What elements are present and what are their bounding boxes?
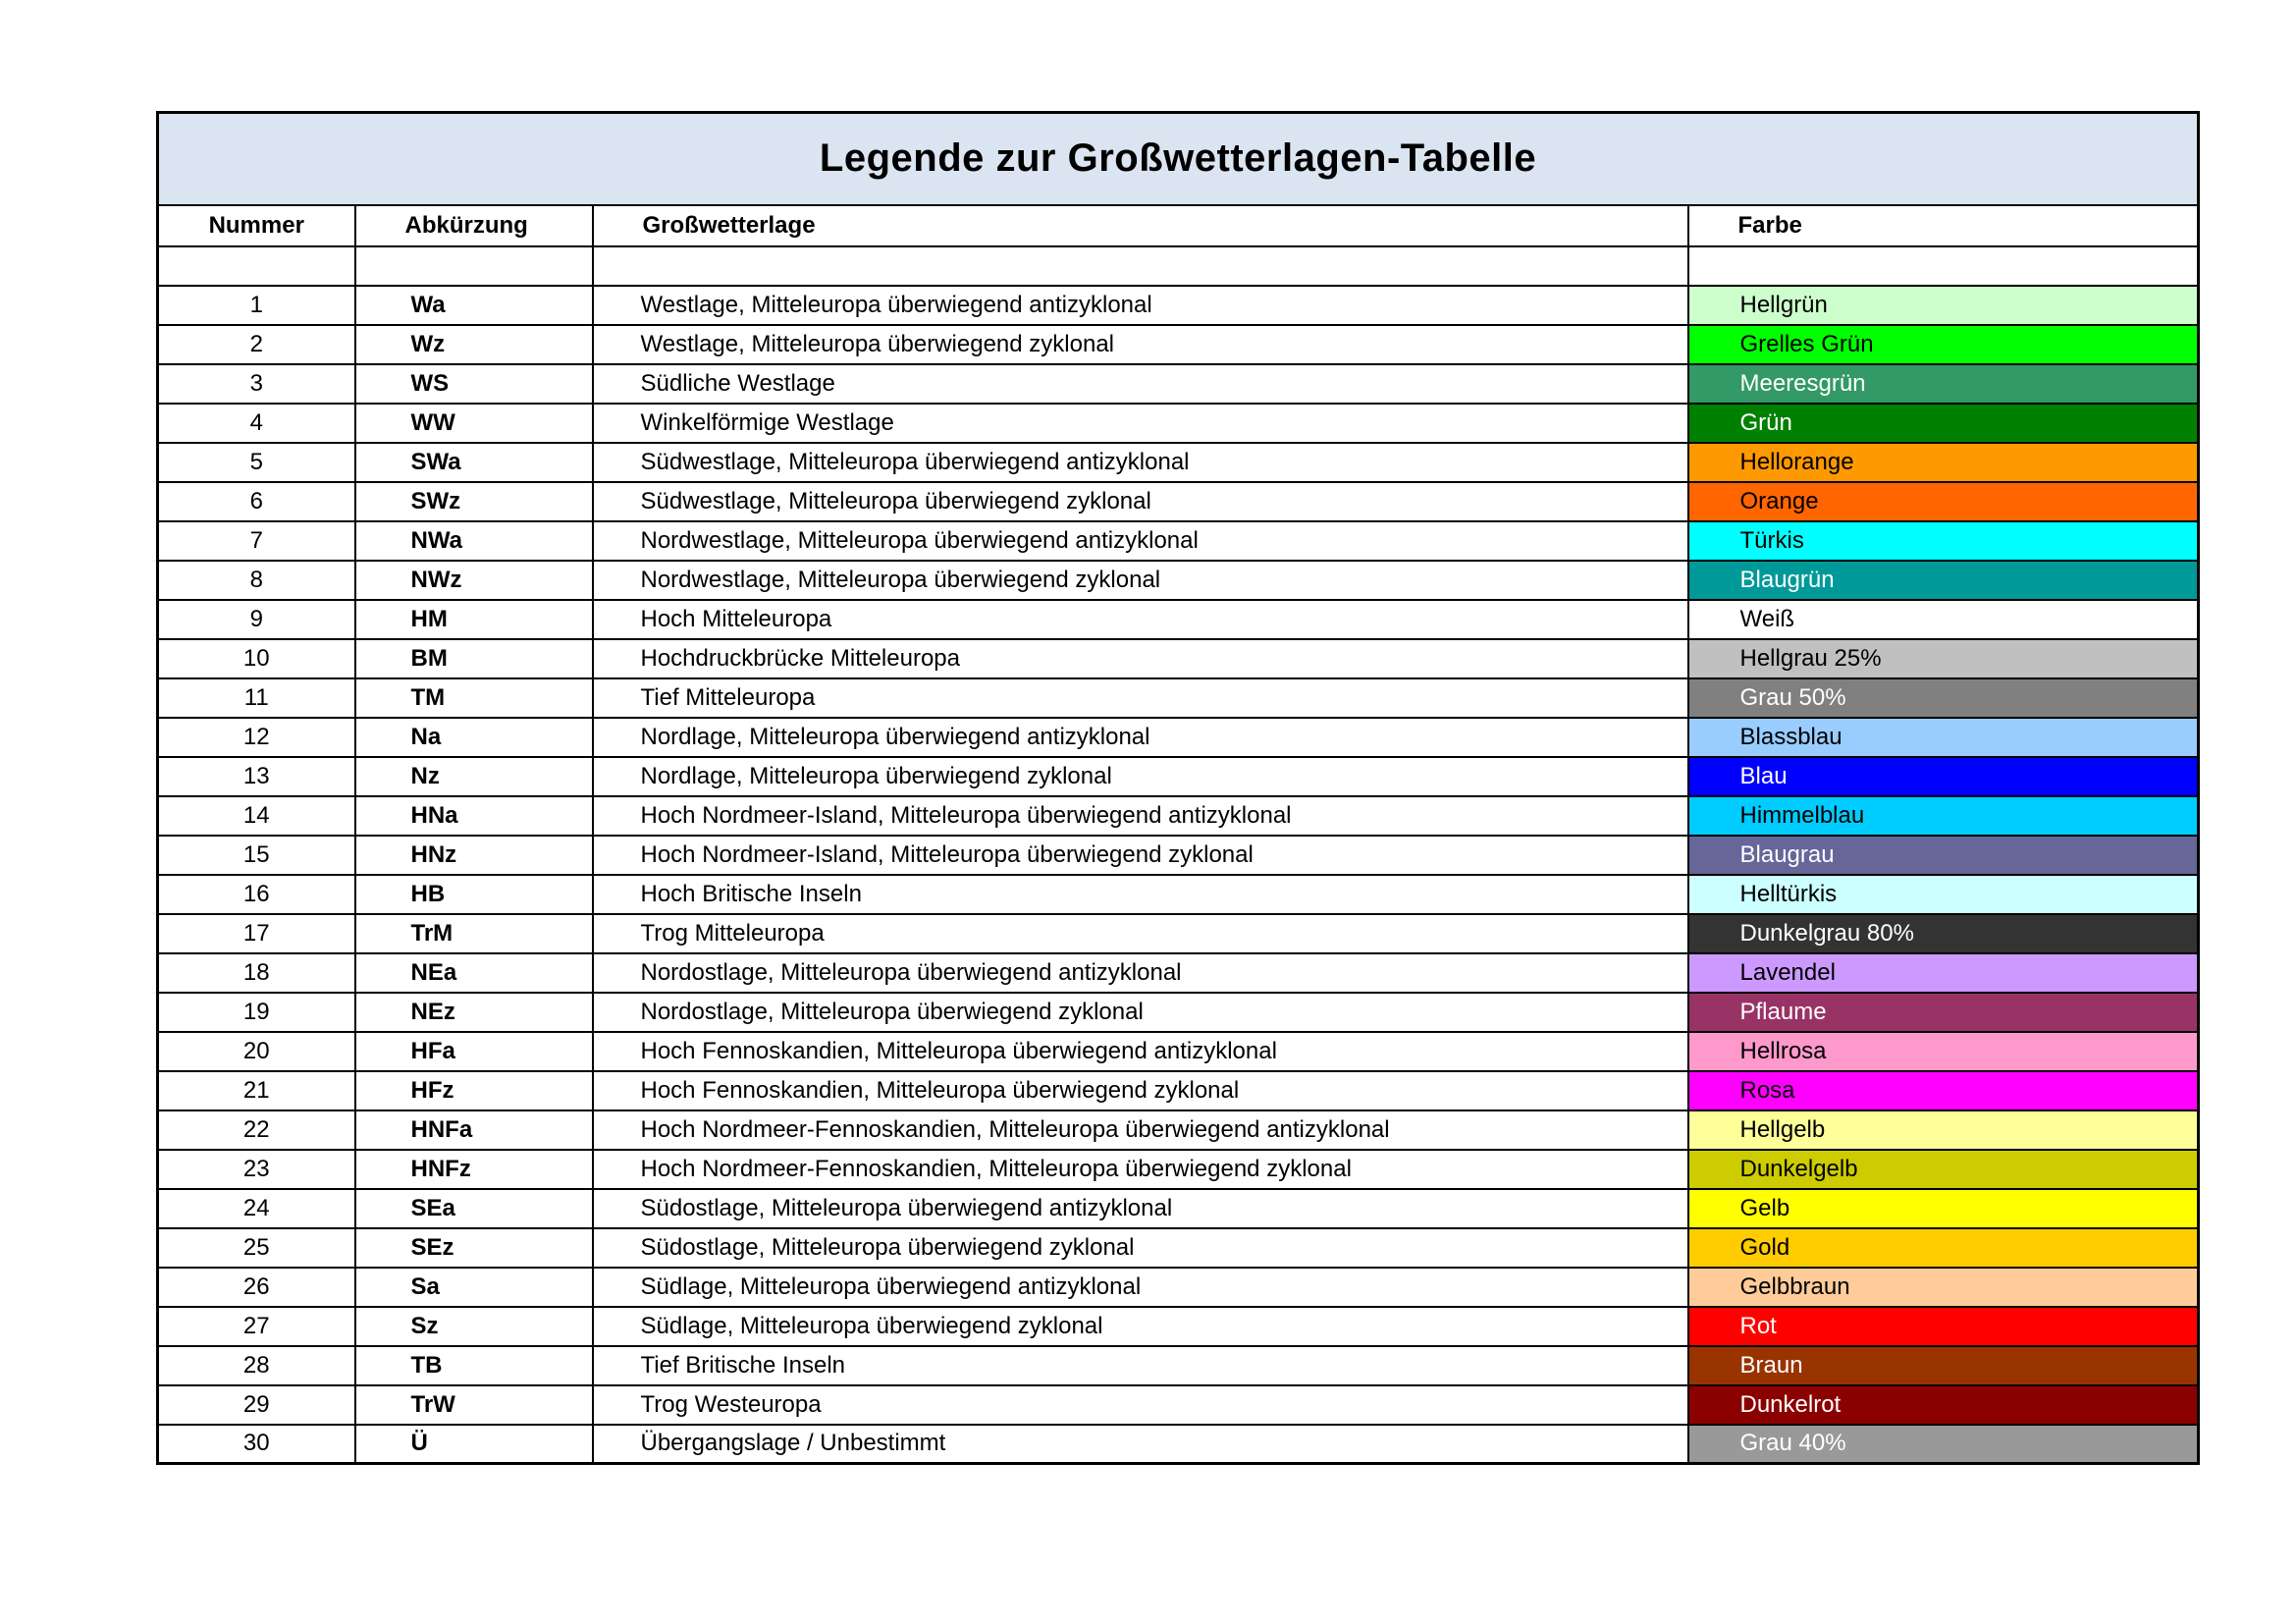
color-swatch-cell: Grau 40% — [1688, 1425, 2199, 1464]
color-swatch-cell: Pflaume — [1688, 993, 2199, 1032]
row-number-cell: 26 — [158, 1268, 355, 1307]
row-number-cell: 10 — [158, 639, 355, 678]
title-row — [158, 113, 2199, 205]
color-swatch-cell: Dunkelgrau 80% — [1688, 914, 2199, 953]
table-row — [158, 364, 2199, 404]
row-abbreviation-cell: HFz — [355, 1071, 593, 1110]
row-abbreviation-cell: HNFa — [355, 1110, 593, 1150]
row-abbreviation-cell: HM — [355, 600, 593, 639]
row-abbreviation-cell: WW — [355, 404, 593, 443]
page-title: Legende zur Großwetterlagen-Tabelle — [158, 113, 2199, 205]
row-number-cell: 8 — [158, 561, 355, 600]
table-row — [158, 836, 2199, 875]
row-description-cell: Trog Mitteleuropa — [593, 914, 1688, 953]
row-number-cell: 18 — [158, 953, 355, 993]
color-swatch-cell: Weiß — [1688, 600, 2199, 639]
table-row — [158, 875, 2199, 914]
row-description-cell: Hoch Fennoskandien, Mitteleuropa überwiegend zyklonal — [593, 1071, 1688, 1110]
table-row — [158, 639, 2199, 678]
row-number-cell: 1 — [158, 286, 355, 325]
row-abbreviation-cell: Nz — [355, 757, 593, 796]
row-number-cell: 9 — [158, 600, 355, 639]
row-abbreviation-cell: TB — [355, 1346, 593, 1385]
row-description-cell: Tief Mitteleuropa — [593, 678, 1688, 718]
row-description-cell: Hoch Nordmeer-Fennoskandien, Mitteleuropa überwiegend zyklonal — [593, 1150, 1688, 1189]
color-swatch-cell: Grelles Grün — [1688, 325, 2199, 364]
row-abbreviation-cell: WS — [355, 364, 593, 404]
row-number-cell: 3 — [158, 364, 355, 404]
empty-cell — [593, 246, 1688, 286]
table-row — [158, 1385, 2199, 1425]
row-description-cell: Hoch Nordmeer-Fennoskandien, Mitteleuropa überwiegend antizyklonal — [593, 1110, 1688, 1150]
spacer-row — [158, 246, 2199, 286]
row-description-cell: Südwestlage, Mitteleuropa überwiegend antizyklonal — [593, 443, 1688, 482]
row-description-cell: Hochdruckbrücke Mitteleuropa — [593, 639, 1688, 678]
table-row — [158, 757, 2199, 796]
row-number-cell: 27 — [158, 1307, 355, 1346]
row-description-cell: Nordwestlage, Mitteleuropa überwiegend antizyklonal — [593, 521, 1688, 561]
empty-cell — [158, 246, 355, 286]
row-number-cell: 25 — [158, 1228, 355, 1268]
color-swatch-cell: Hellgrün — [1688, 286, 2199, 325]
table-row — [158, 482, 2199, 521]
row-abbreviation-cell: NWa — [355, 521, 593, 561]
row-abbreviation-cell: HB — [355, 875, 593, 914]
row-abbreviation-cell: NEa — [355, 953, 593, 993]
row-description-cell: Hoch Nordmeer-Island, Mitteleuropa überwiegend zyklonal — [593, 836, 1688, 875]
table-row — [158, 796, 2199, 836]
row-abbreviation-cell: HNFz — [355, 1150, 593, 1189]
color-swatch-cell: Dunkelgelb — [1688, 1150, 2199, 1189]
color-swatch-cell: Lavendel — [1688, 953, 2199, 993]
color-swatch-cell: Himmelblau — [1688, 796, 2199, 836]
table-row — [158, 1071, 2199, 1110]
row-number-cell: 30 — [158, 1425, 355, 1464]
color-swatch-cell: Gold — [1688, 1228, 2199, 1268]
row-number-cell: 22 — [158, 1110, 355, 1150]
row-description-cell: Hoch Mitteleuropa — [593, 600, 1688, 639]
row-abbreviation-cell: TrM — [355, 914, 593, 953]
row-description-cell: Nordlage, Mitteleuropa überwiegend antizyklonal — [593, 718, 1688, 757]
table-row — [158, 1032, 2199, 1071]
row-number-cell: 7 — [158, 521, 355, 561]
row-description-cell: Tief Britische Inseln — [593, 1346, 1688, 1385]
color-swatch-cell: Blaugrün — [1688, 561, 2199, 600]
row-description-cell: Nordostlage, Mitteleuropa überwiegend zyklonal — [593, 993, 1688, 1032]
row-number-cell: 2 — [158, 325, 355, 364]
row-description-cell: Südostlage, Mitteleuropa überwiegend antizyklonal — [593, 1189, 1688, 1228]
table-row — [158, 521, 2199, 561]
color-swatch-cell: Grau 50% — [1688, 678, 2199, 718]
row-number-cell: 28 — [158, 1346, 355, 1385]
table-row — [158, 1228, 2199, 1268]
color-swatch-cell: Türkis — [1688, 521, 2199, 561]
row-abbreviation-cell: Ü — [355, 1425, 593, 1464]
color-swatch-cell: Gelbbraun — [1688, 1268, 2199, 1307]
row-abbreviation-cell: Wz — [355, 325, 593, 364]
row-number-cell: 15 — [158, 836, 355, 875]
row-description-cell: Südostlage, Mitteleuropa überwiegend zyklonal — [593, 1228, 1688, 1268]
table-row — [158, 953, 2199, 993]
color-swatch-cell: Hellrosa — [1688, 1032, 2199, 1071]
row-abbreviation-cell: HFa — [355, 1032, 593, 1071]
table-row — [158, 404, 2199, 443]
row-abbreviation-cell: NWz — [355, 561, 593, 600]
row-description-cell: Nordostlage, Mitteleuropa überwiegend antizyklonal — [593, 953, 1688, 993]
row-number-cell: 12 — [158, 718, 355, 757]
table-row — [158, 286, 2199, 325]
row-description-cell: Westlage, Mitteleuropa überwiegend antizyklonal — [593, 286, 1688, 325]
color-swatch-cell: Braun — [1688, 1346, 2199, 1385]
table-row — [158, 1346, 2199, 1385]
row-description-cell: Südlage, Mitteleuropa überwiegend antizyklonal — [593, 1268, 1688, 1307]
table-row — [158, 718, 2199, 757]
table-row — [158, 1307, 2199, 1346]
row-number-cell: 23 — [158, 1150, 355, 1189]
empty-cell — [1688, 246, 2199, 286]
row-abbreviation-cell: NEz — [355, 993, 593, 1032]
column-header-lage: Großwetterlage — [593, 205, 1688, 246]
color-swatch-cell: Gelb — [1688, 1189, 2199, 1228]
color-swatch-cell: Rosa — [1688, 1071, 2199, 1110]
row-number-cell: 20 — [158, 1032, 355, 1071]
row-abbreviation-cell: HNz — [355, 836, 593, 875]
row-number-cell: 24 — [158, 1189, 355, 1228]
row-description-cell: Nordwestlage, Mitteleuropa überwiegend zyklonal — [593, 561, 1688, 600]
table-row — [158, 1110, 2199, 1150]
color-swatch-cell: Hellgelb — [1688, 1110, 2199, 1150]
table-row — [158, 600, 2199, 639]
row-description-cell: Winkelförmige Westlage — [593, 404, 1688, 443]
color-swatch-cell: Dunkelrot — [1688, 1385, 2199, 1425]
color-swatch-cell: Meeresgrün — [1688, 364, 2199, 404]
table-row — [158, 914, 2199, 953]
row-abbreviation-cell: SWz — [355, 482, 593, 521]
table-row — [158, 1268, 2199, 1307]
table-row — [158, 993, 2199, 1032]
row-number-cell: 16 — [158, 875, 355, 914]
color-swatch-cell: Blaugrau — [1688, 836, 2199, 875]
color-swatch-cell: Grün — [1688, 404, 2199, 443]
row-number-cell: 5 — [158, 443, 355, 482]
table-row — [158, 678, 2199, 718]
color-swatch-cell: Orange — [1688, 482, 2199, 521]
color-swatch-cell: Blau — [1688, 757, 2199, 796]
row-description-cell: Südwestlage, Mitteleuropa überwiegend zyklonal — [593, 482, 1688, 521]
row-abbreviation-cell: TM — [355, 678, 593, 718]
row-description-cell: Trog Westeuropa — [593, 1385, 1688, 1425]
column-header-abk: Abkürzung — [355, 205, 593, 246]
row-number-cell: 11 — [158, 678, 355, 718]
row-abbreviation-cell: SEz — [355, 1228, 593, 1268]
row-description-cell: Südliche Westlage — [593, 364, 1688, 404]
row-abbreviation-cell: HNa — [355, 796, 593, 836]
column-header-row — [158, 205, 2199, 246]
row-number-cell: 19 — [158, 993, 355, 1032]
table-row — [158, 561, 2199, 600]
row-abbreviation-cell: Sa — [355, 1268, 593, 1307]
row-abbreviation-cell: Wa — [355, 286, 593, 325]
row-abbreviation-cell: Sz — [355, 1307, 593, 1346]
table-row — [158, 325, 2199, 364]
row-number-cell: 13 — [158, 757, 355, 796]
color-swatch-cell: Blassblau — [1688, 718, 2199, 757]
row-abbreviation-cell: TrW — [355, 1385, 593, 1425]
color-swatch-cell: Helltürkis — [1688, 875, 2199, 914]
row-number-cell: 21 — [158, 1071, 355, 1110]
row-description-cell: Übergangslage / Unbestimmt — [593, 1425, 1688, 1464]
row-description-cell: Hoch Fennoskandien, Mitteleuropa überwiegend antizyklonal — [593, 1032, 1688, 1071]
column-header-nummer: Nummer — [158, 205, 355, 246]
row-number-cell: 4 — [158, 404, 355, 443]
row-description-cell: Westlage, Mitteleuropa überwiegend zyklonal — [593, 325, 1688, 364]
row-abbreviation-cell: SEa — [355, 1189, 593, 1228]
row-abbreviation-cell: SWa — [355, 443, 593, 482]
legend-table — [156, 111, 2200, 1465]
table-row — [158, 1425, 2199, 1464]
row-abbreviation-cell: BM — [355, 639, 593, 678]
row-number-cell: 6 — [158, 482, 355, 521]
row-description-cell: Hoch Britische Inseln — [593, 875, 1688, 914]
row-description-cell: Nordlage, Mitteleuropa überwiegend zyklonal — [593, 757, 1688, 796]
row-abbreviation-cell: Na — [355, 718, 593, 757]
color-swatch-cell: Hellgrau 25% — [1688, 639, 2199, 678]
color-swatch-cell: Rot — [1688, 1307, 2199, 1346]
table-row — [158, 1189, 2199, 1228]
table-row — [158, 443, 2199, 482]
row-description-cell: Hoch Nordmeer-Island, Mitteleuropa überwiegend antizyklonal — [593, 796, 1688, 836]
row-number-cell: 29 — [158, 1385, 355, 1425]
row-description-cell: Südlage, Mitteleuropa überwiegend zyklonal — [593, 1307, 1688, 1346]
row-number-cell: 14 — [158, 796, 355, 836]
table-row — [158, 1150, 2199, 1189]
column-header-farbe: Farbe — [1688, 205, 2199, 246]
empty-cell — [355, 246, 593, 286]
row-number-cell: 17 — [158, 914, 355, 953]
color-swatch-cell: Hellorange — [1688, 443, 2199, 482]
